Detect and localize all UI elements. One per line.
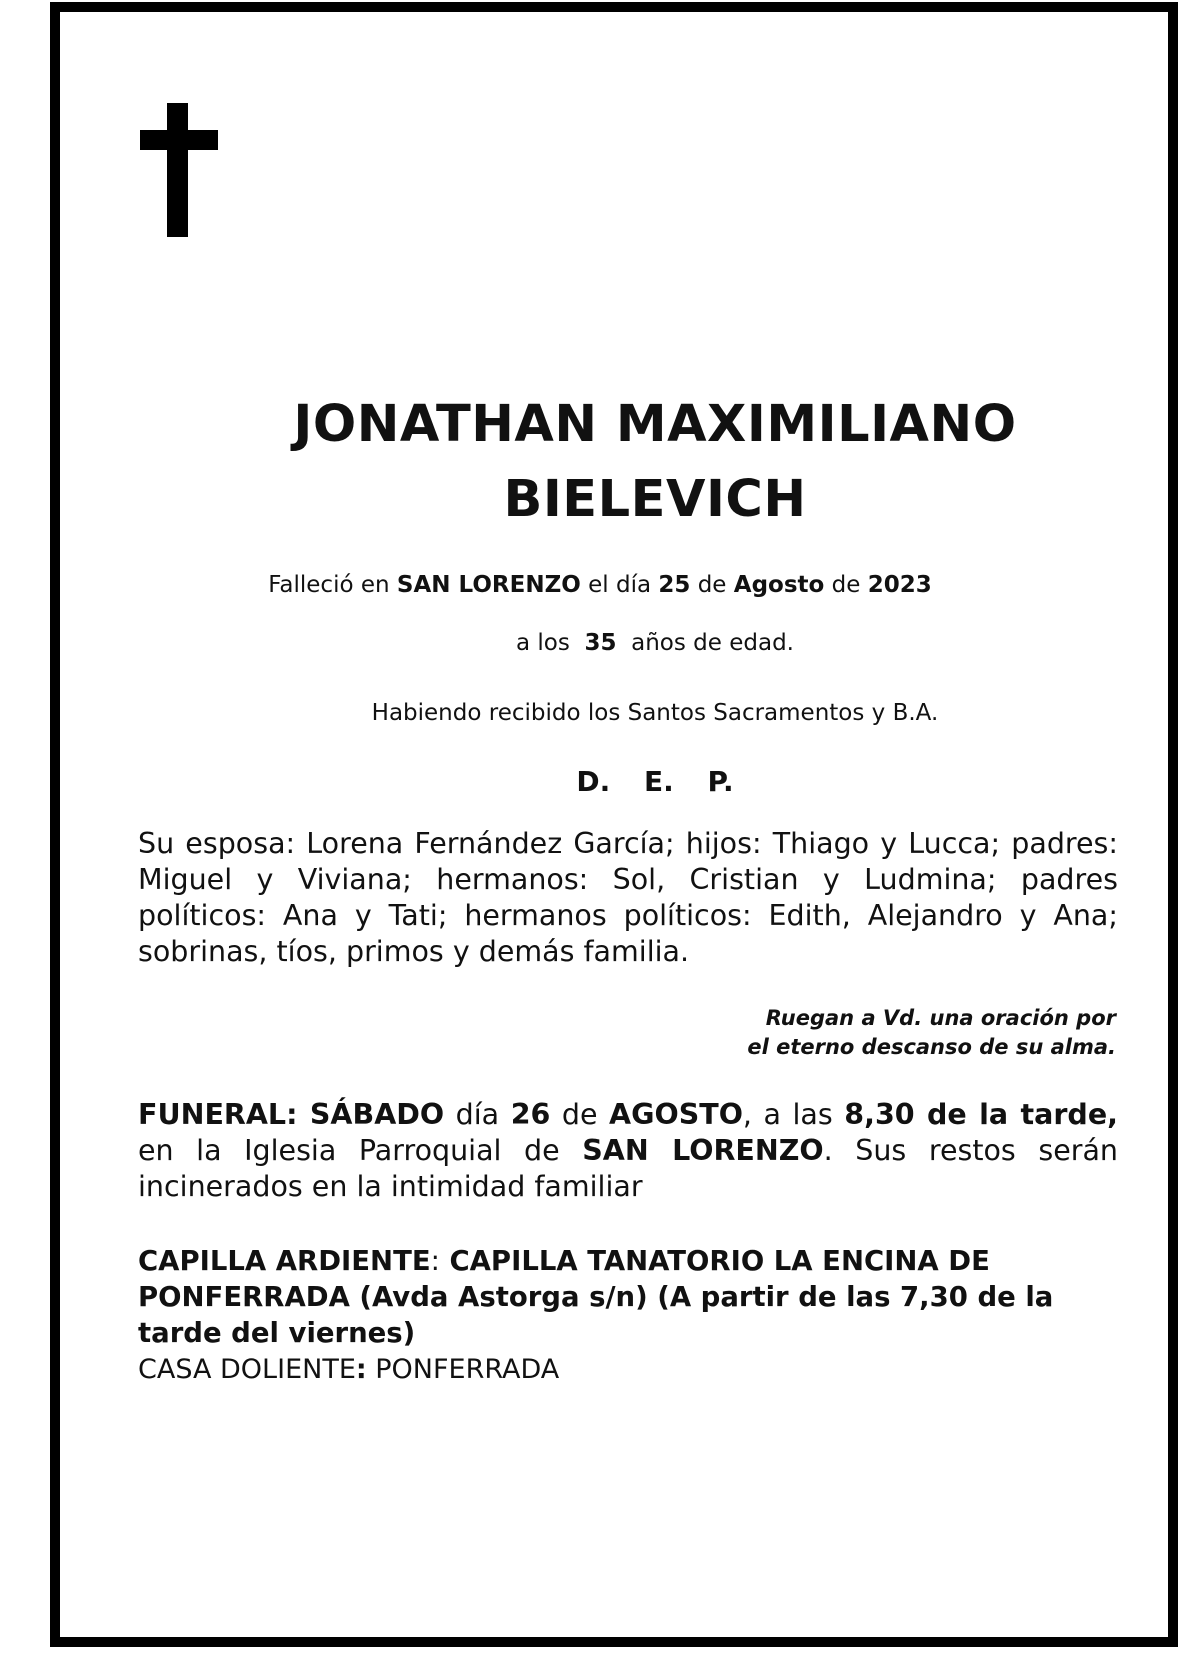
dep-line: D. E. P. [576,765,734,798]
sacraments-line: Habiendo recibido los Santos Sacramentos y B.A. [371,700,939,726]
prayer-request: Ruegan a Vd. una oración por el eterno descanso de su alma. [747,1006,1116,1059]
deceased-name-line2: BIELEVICH [503,470,807,529]
mourning-house: CASA DOLIENTE: PONFERRADA [138,1354,560,1385]
page-border [50,2,1178,1647]
family-list: Su esposa: Lorena Fernández García; hijos: Thiago y Lucca; padres: Miguel y Viviana; hermanos: Sol, Cristian y Ludmina; padres políticos: Ana y Tati; hermanos políticos: Edith, Alejandro y Ana; sobrinas, tíos, primos y demás familia. [138,827,1118,968]
age-line: a los 35 años de edad. [516,630,794,656]
cross-icon [140,103,218,237]
chapel-details: CAPILLA ARDIENTE: CAPILLA TANATORIO LA ENCINA DE PONFERRADA (Avda Astorga s/n) (A partir de las 7,30 de la tarde del viernes) [138,1245,1054,1349]
deceased-name-line1: JONATHAN MAXIMILIANO [293,395,1017,454]
death-notice: Falleció en SAN LORENZO el día 25 de Agosto de 2023 [268,572,932,598]
funeral-details: FUNERAL: SÁBADO día 26 de AGOSTO, a las 8,30 de la tarde, en la Iglesia Parroquial de SAN LORENZO. Sus restos serán incinerados en la intimidad familiar [138,1098,1118,1203]
